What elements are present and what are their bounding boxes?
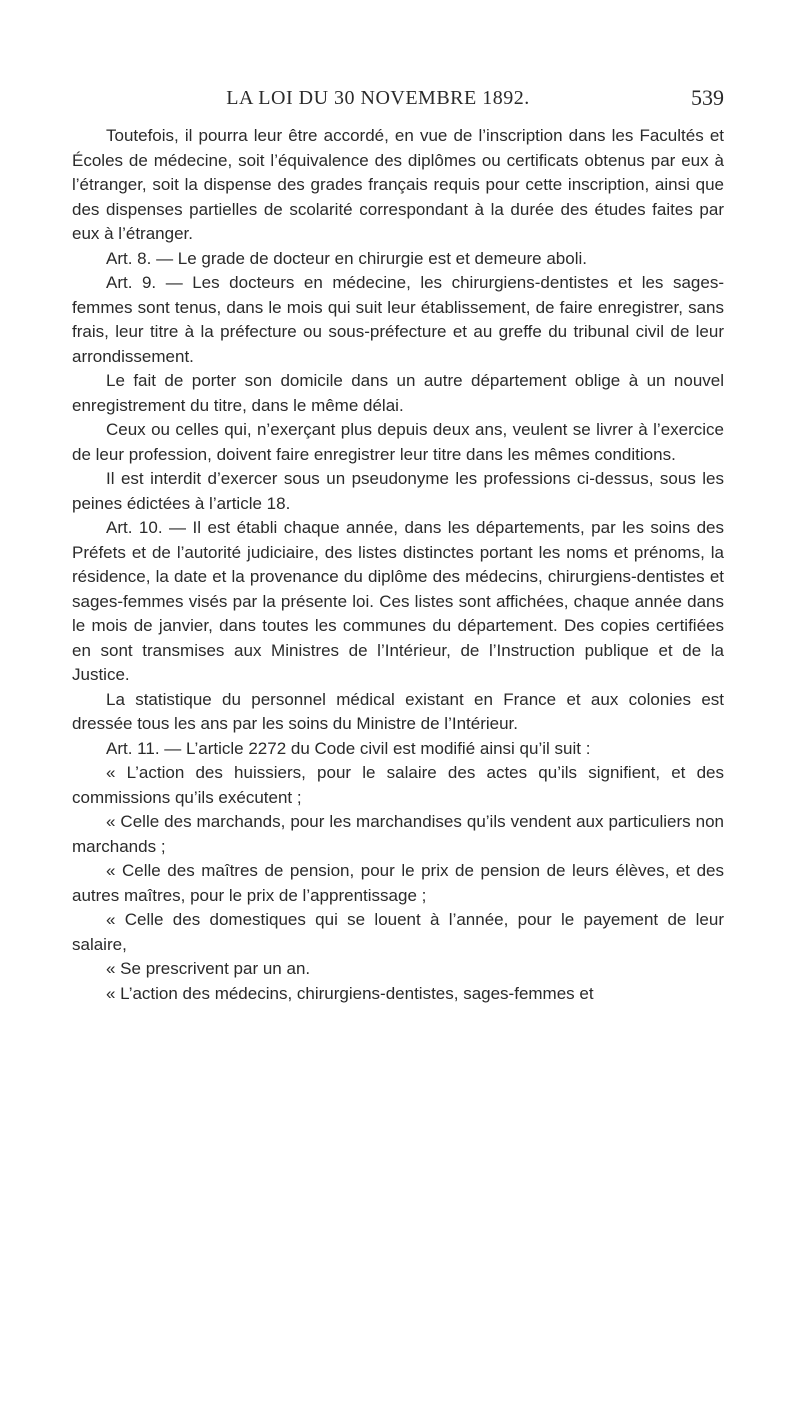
paragraph-statistique: La statistique du personnel médical existant en France et aux colonies est dressée tous les ans par les soins du Ministre de l’Intérieur.: [72, 689, 724, 733]
paragraph-article-11: Art. 11. — L’article 2272 du Code civil est modifié ainsi qu’il suit :: [106, 738, 591, 758]
running-header: [72, 78, 724, 118]
book-page: [72, 78, 724, 1006]
paragraph-maitres-pension: « Celle des maîtres de pension, pour le prix de pension de leurs élèves, et des autres maîtres, pour le prix de l’apprentissage ;: [72, 861, 724, 905]
paragraph-huissiers: « L’action des huissiers, pour le salaire des actes qu’ils signifient, et des commissions qu’ils exécutent ;: [72, 763, 724, 807]
paragraph-article-8: Art. 8. — Le grade de docteur en chirurgie est et demeure aboli.: [106, 248, 587, 268]
paragraph-medecins: « L’action des médecins, chirurgiens-dentistes, sages-femmes et: [106, 983, 594, 1003]
paragraph-article-9: Art. 9. — Les docteurs en médecine, les chirurgiens-dentistes et les sages-femmes sont tenus, dans le mois qui suit leur établissement, de faire enregistrer, sans frais, leur titre à la préfecture ou sous-préfecture et au greffe du tribunal civil de leur arrondissement.: [72, 273, 724, 366]
paragraph-domicile-change: Le fait de porter son domicile dans un autre département oblige à un nouvel enregistrement du titre, dans le même délai.: [72, 371, 724, 415]
paragraph-pseudonyme: Il est interdit d’exercer sous un pseudonyme les professions ci-dessus, sous les peines édictées à l’article 18.: [72, 469, 724, 513]
body-text: [72, 124, 724, 1006]
running-title: LA LOI DU 30 NOVEMBRE 1892.: [226, 87, 530, 109]
paragraph-prescription: « Se prescrivent par un an.: [106, 959, 311, 978]
paragraph-article-10: Art. 10. — Il est établi chaque année, dans les départements, par les soins des Préfets et de l’autorité judiciaire, des listes distinctes portant les noms et prénoms, la résidence, la date et la provenance du diplôme des médecins, chirurgiens-dentistes et sages-femmes visés par la présente loi. Ces listes sont affichées, chaque année dans le mois de janvier, dans toutes les communes du département. Des copies certifiées en sont transmises aux Ministres de l’Intérieur, de l’Instruction publique et de la Justice.: [72, 518, 724, 684]
paragraph-inscription-dispense: Toutefois, il pourra leur être accordé, en vue de l’inscription dans les Facultés et Écoles de médecine, soit l’équivalence des diplômes ou certificats obtenus par eux à l’étranger, soit la dispense des grades français requis pour cette inscription, ainsi que des dispenses partielles de scolarité correspondant à la durée des études faites par eux à l’étranger.: [72, 126, 724, 243]
page-number: 539: [691, 85, 724, 110]
paragraph-reprise-exercice: Ceux ou celles qui, n’exerçant plus depuis deux ans, veulent se livrer à l’exercice de leur profession, doivent faire enregistrer leur titre dans les mêmes conditions.: [72, 420, 724, 464]
paragraph-domestiques: « Celle des domestiques qui se louent à l’année, pour le payement de leur salaire,: [72, 910, 724, 954]
paragraph-marchands: « Celle des marchands, pour les marchandises qu’ils vendent aux particuliers non marchands ;: [72, 812, 724, 856]
